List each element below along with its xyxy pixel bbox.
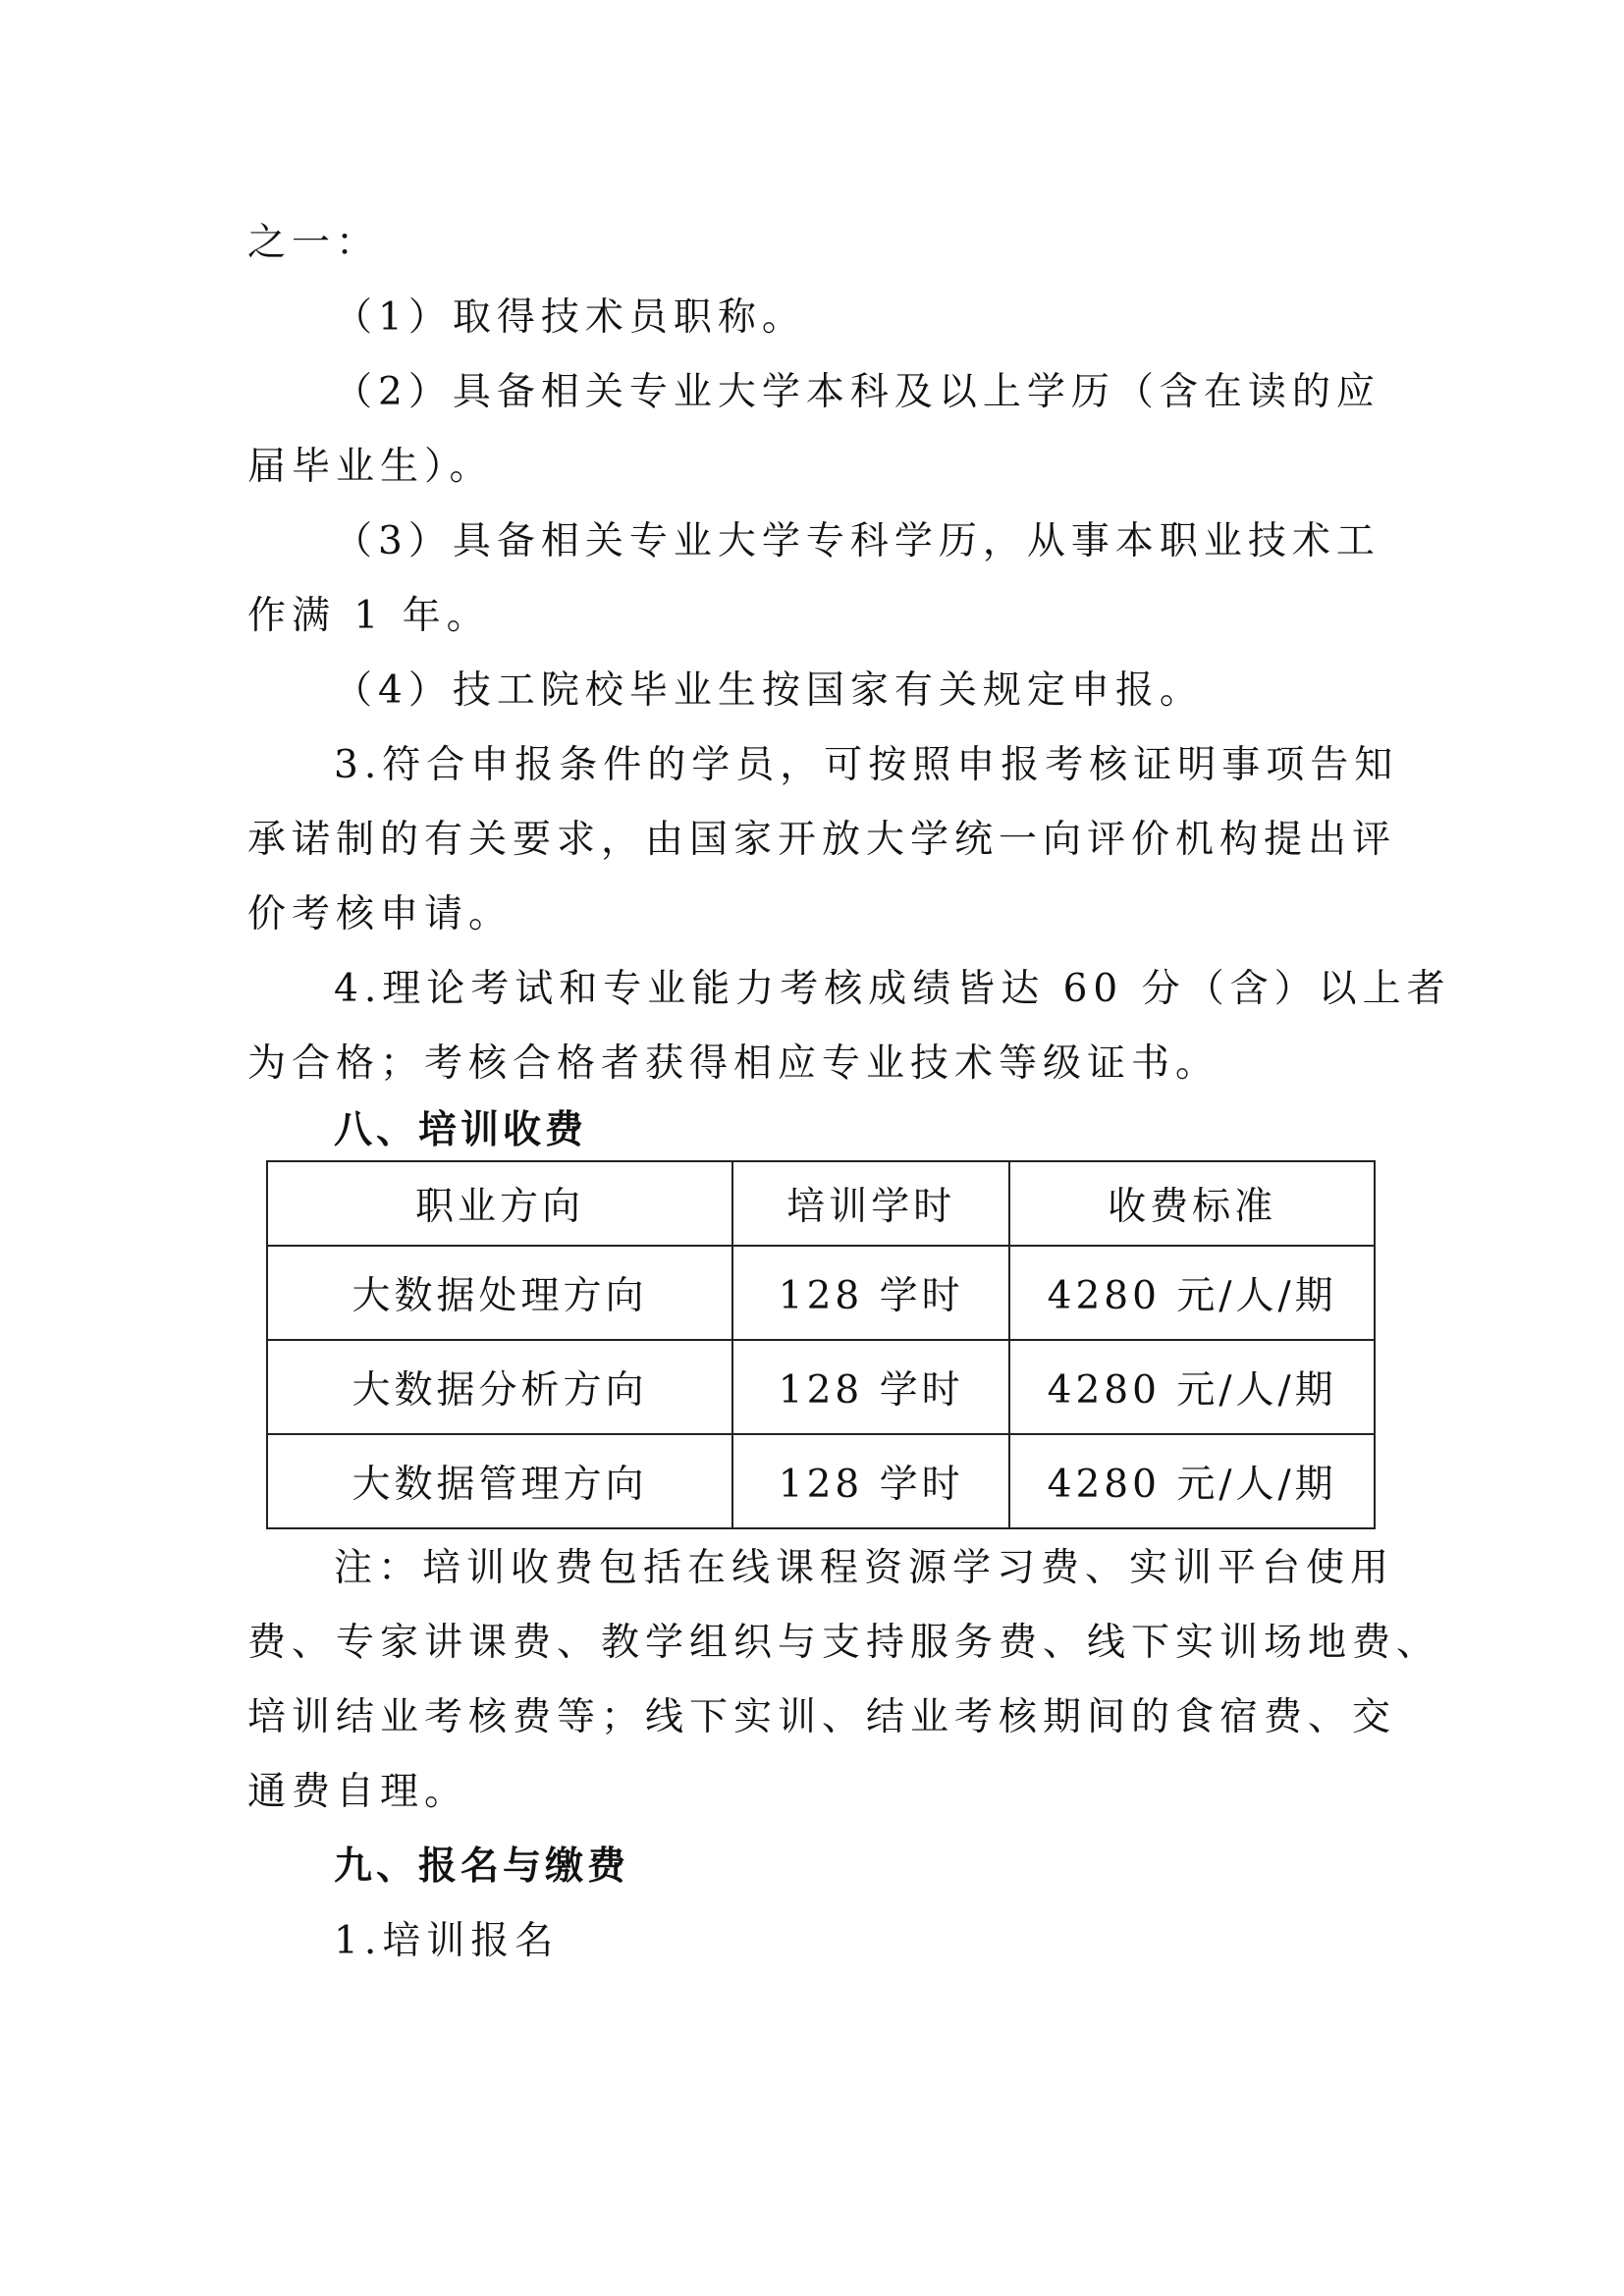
text-line: （3）具备相关专业大学专科学历，从事本职业技术工 <box>334 519 1380 563</box>
text-line: 承诺制的有关要求，由国家开放大学统一向评价机构提出评 <box>247 818 1397 862</box>
table-row <box>267 1434 1375 1528</box>
text-line: 届毕业生）。 <box>247 445 494 489</box>
section-heading: 八、培训收费 <box>334 1108 588 1152</box>
table-row <box>267 1340 1375 1434</box>
text-line: 作满 1 年。 <box>247 594 491 638</box>
text-line: 价考核申请。 <box>247 892 514 936</box>
table-cell: 128 学时 <box>732 1246 1009 1340</box>
text-line: 3.符合申报条件的学员，可按照申报考核证明事项告知 <box>334 743 1399 787</box>
table-cell: 128 学时 <box>732 1434 1009 1528</box>
note-line: 培训结业考核费等；线下实训、结业考核期间的食宿费、交 <box>247 1695 1397 1739</box>
table-cell: 4280 元/人/期 <box>1009 1434 1375 1528</box>
fee-table <box>266 1160 1376 1529</box>
text-line: （4）技工院校毕业生按国家有关规定申报。 <box>334 668 1204 713</box>
section-heading: 九、报名与缴费 <box>334 1844 630 1889</box>
text-line: （2）具备相关专业大学本科及以上学历（含在读的应 <box>334 370 1380 414</box>
column-header: 培训学时 <box>732 1161 1009 1246</box>
column-header: 职业方向 <box>267 1161 732 1246</box>
table-row <box>267 1246 1375 1340</box>
text-line: （1）取得技术员职称。 <box>334 295 806 340</box>
text-line: 4.理论考试和专业能力考核成绩皆达 60 分（含）以上者 <box>334 967 1451 1011</box>
table-header-row <box>267 1161 1375 1246</box>
table-cell: 4280 元/人/期 <box>1009 1246 1375 1340</box>
note-line: 费、专家讲课费、教学组织与支持服务费、线下实训场地费、 <box>247 1621 1441 1665</box>
table-cell: 128 学时 <box>732 1340 1009 1434</box>
table-cell: 大数据管理方向 <box>267 1434 732 1528</box>
text-line: 之一： <box>247 221 381 265</box>
note-line: 注：培训收费包括在线课程资源学习费、实训平台使用 <box>334 1546 1395 1590</box>
table-cell: 4280 元/人/期 <box>1009 1340 1375 1434</box>
column-header: 收费标准 <box>1009 1161 1375 1246</box>
table-cell: 大数据处理方向 <box>267 1246 732 1340</box>
text-line: 1.培训报名 <box>334 1919 560 1963</box>
table-cell: 大数据分析方向 <box>267 1340 732 1434</box>
note-line: 通费自理。 <box>247 1770 469 1814</box>
text-line: 为合格；考核合格者获得相应专业技术等级证书。 <box>247 1041 1220 1086</box>
